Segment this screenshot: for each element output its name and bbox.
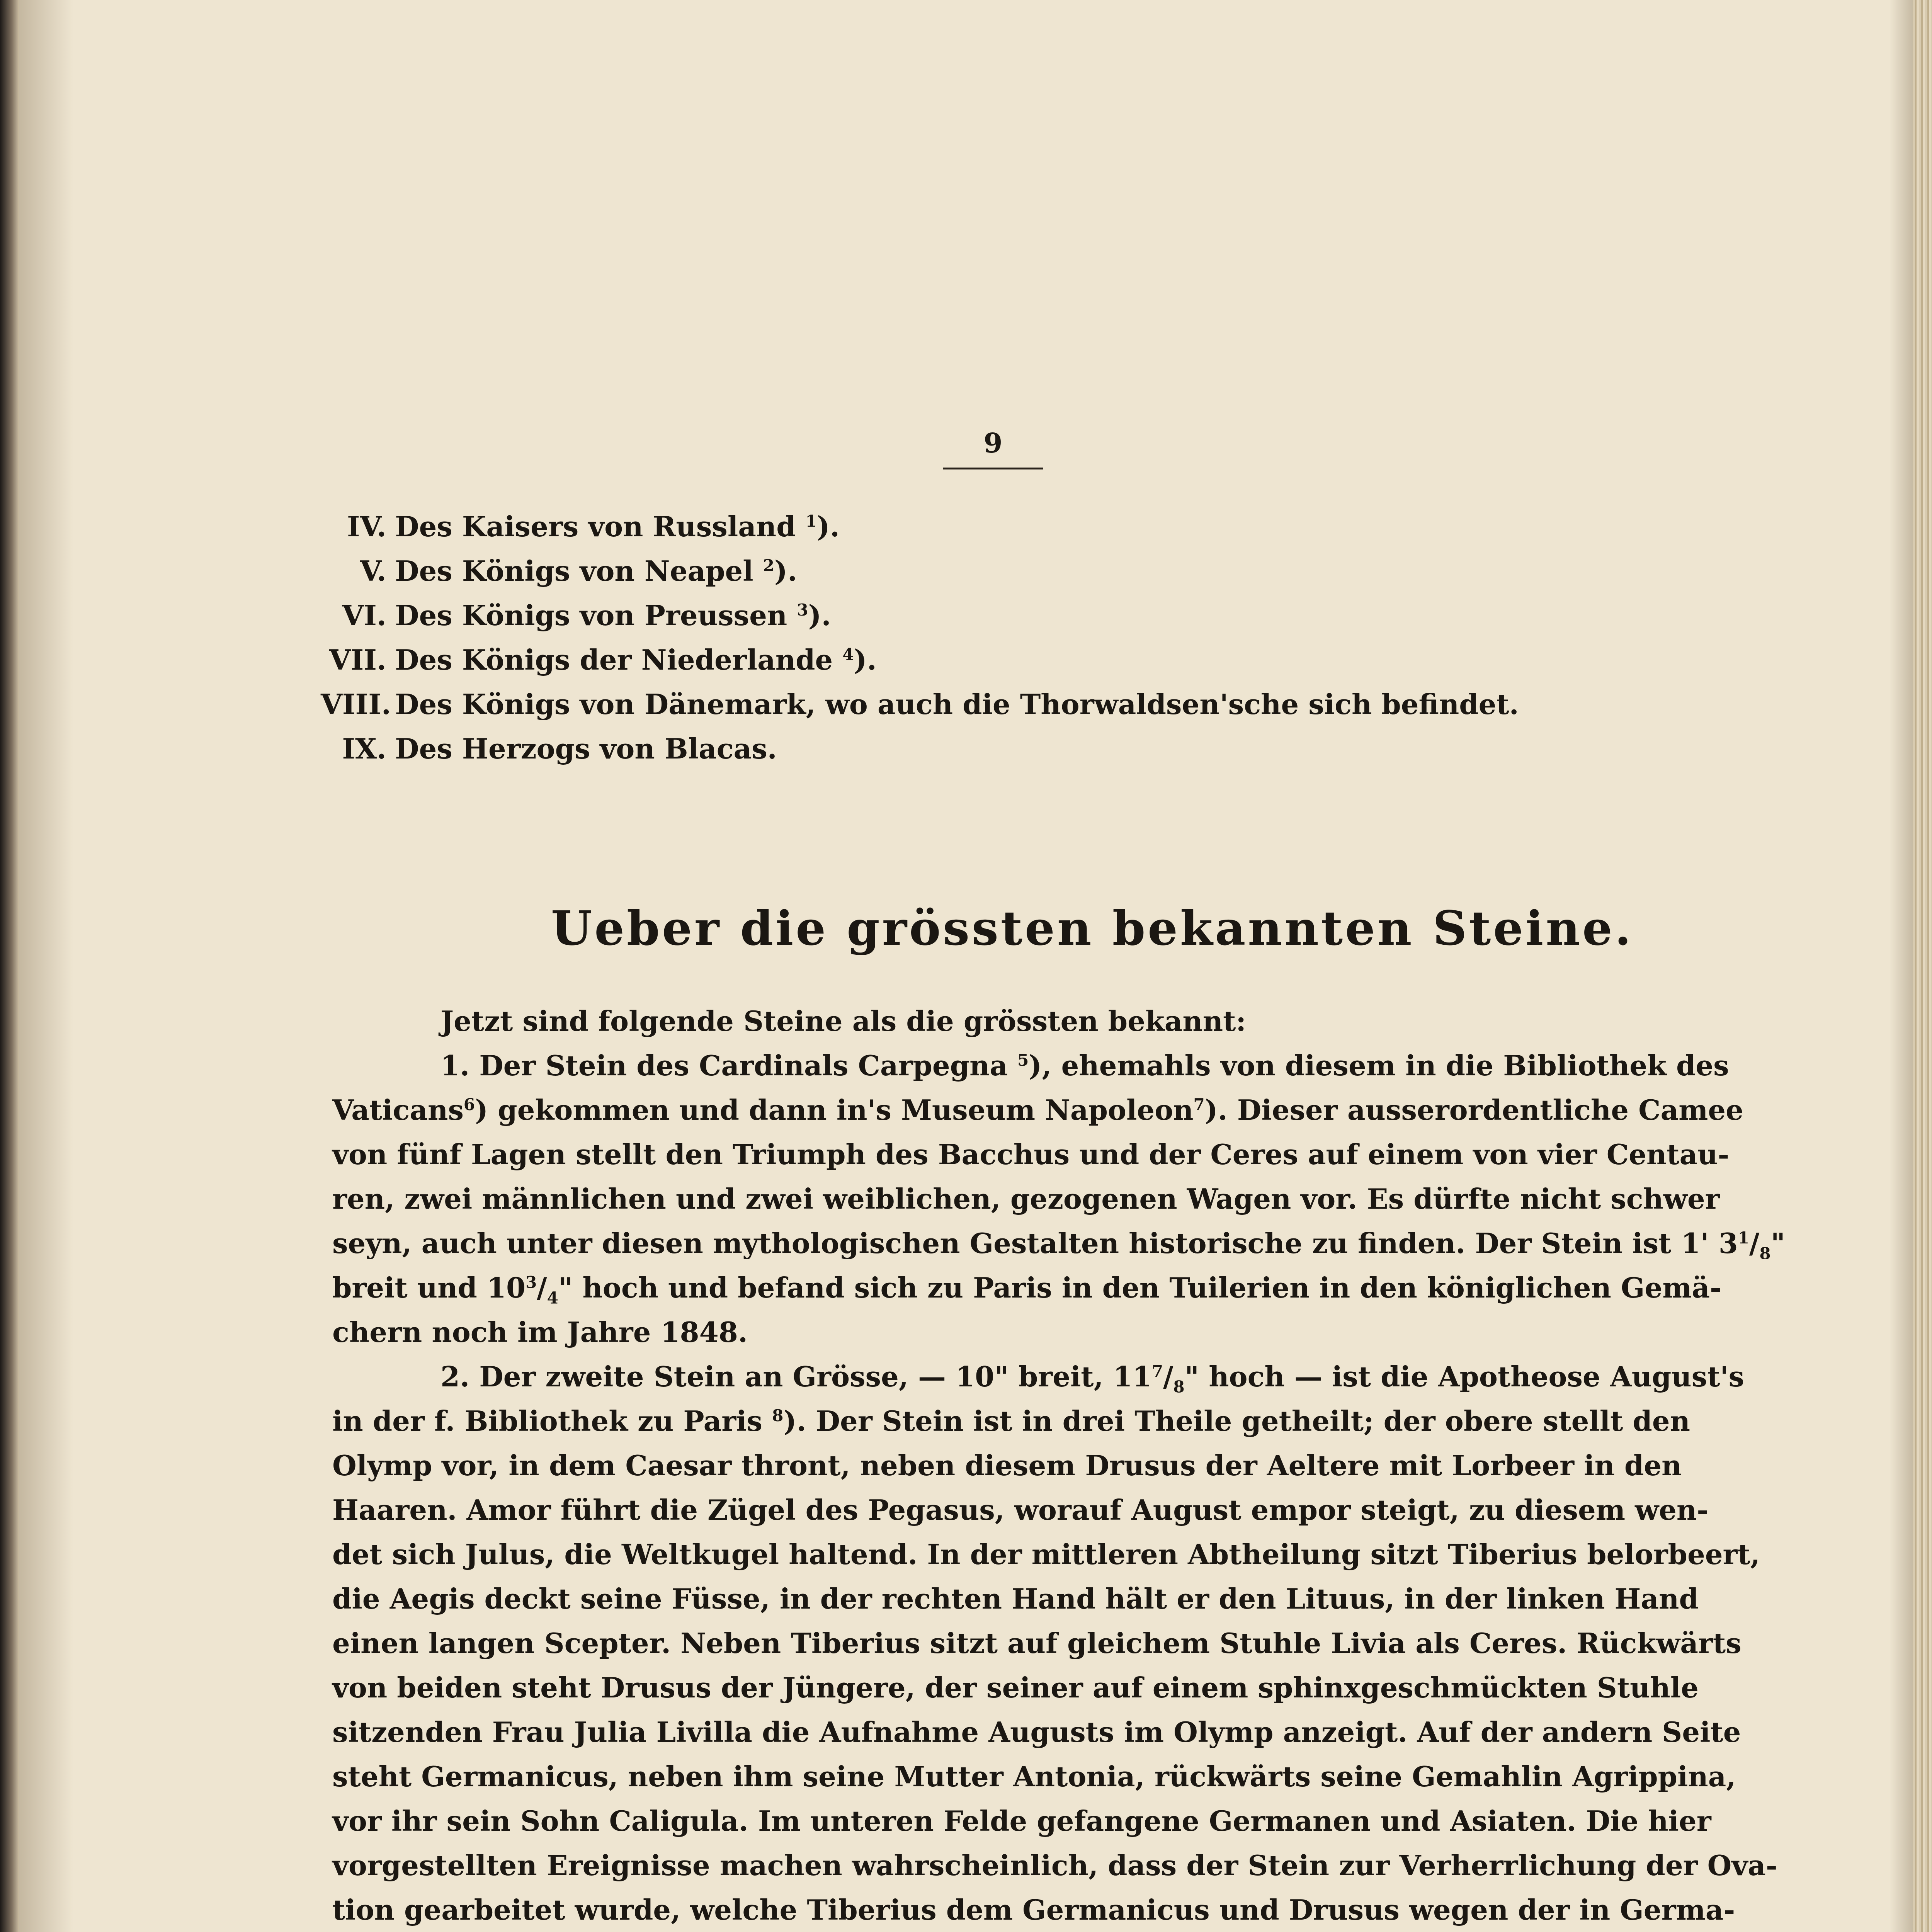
text-line: einen langen Scepter. Neben Tiberius sitzt auf gleichem Stuhle Livia als Ceres. Rückwärts: [332, 1627, 1742, 1660]
text-line: chern noch im Jahre 1848.: [332, 1316, 748, 1349]
text-line: tion gearbeitet wurde, welche Tiberius dem Germanicus und Drusus wegen der in Germa-: [332, 1893, 1735, 1926]
text-line: seyn, auch unter diesen mythologischen Gestalten historische zu finden. Der Stein ist 1' $3^1/_8$": [332, 1227, 1786, 1263]
page-number-rule: [943, 468, 1043, 469]
text-line: die Aegis deckt seine Füsse, in der rechten Hand hält er den Lituus, in der linken Hand: [332, 1582, 1699, 1615]
book-page: [19, 0, 1932, 1932]
list-item: VII. Des Königs der Niederlande $^4$).: [329, 643, 877, 676]
page-stack-edge: [1913, 0, 1932, 1932]
text-line: in der f. Bibliothek zu Paris $^8$). Der Stein ist in drei Theile getheilt; der obere stellt den: [332, 1405, 1690, 1437]
text-line: von fünf Lagen stellt den Triumph des Bacchus und der Ceres auf einem von vier Centau-: [332, 1138, 1730, 1171]
text-line: 2. Der zweite Stein an Grösse, — 10" breit, $11^7/_8$" hoch — ist die Apotheose August's: [440, 1360, 1745, 1396]
text-line: Haaren. Amor führt die Zügel des Pegasus, worauf August empor steigt, zu diesem wen-: [332, 1493, 1709, 1526]
list-item: V. Des Königs von Neapel $^2$).: [360, 554, 798, 587]
text-line: vorgestellten Ereignisse machen wahrscheinlich, dass der Stein zur Verherrlichung der Ova-: [332, 1849, 1777, 1882]
text-line: sitzenden Frau Julia Livilla die Aufnahme Augusts im Olymp anzeigt. Auf der andern Seite: [332, 1716, 1741, 1748]
section-title: Ueber die grössten bekannten Steine.: [551, 900, 1634, 956]
text-line: Jetzt sind folgende Steine als die grössten bekannt:: [440, 1005, 1246, 1037]
text-line: ren, zwei männlichen und zwei weiblichen, gezogenen Wagen vor. Es dürfte nicht schwer: [332, 1182, 1720, 1215]
list-item: IX. Des Herzogs von Blacas.: [342, 732, 777, 765]
text-line: Olymp vor, in dem Caesar thront, neben diesem Drusus der Aeltere mit Lorbeer in den: [332, 1449, 1682, 1482]
text-line: Vaticans$^6$) gekommen und dann in's Museum Napoleon$^7$). Dieser ausserordentliche Camee: [332, 1094, 1743, 1126]
page-number: 9: [983, 427, 1003, 459]
text-line: det sich Julus, die Weltkugel haltend. In der mittleren Abtheilung sitzt Tiberius belorbeert,: [332, 1538, 1760, 1571]
page-shadow-right: [1889, 0, 1913, 1932]
list-item: IV. Des Kaisers von Russland $^1$).: [347, 510, 840, 543]
text-line: breit und $10^3/_4$" hoch und befand sich zu Paris in den Tuilerien in den königlichen Gemä-: [332, 1271, 1721, 1308]
list-item: VIII. Des Königs von Dänemark, wo auch die Thorwaldsen'sche sich befindet.: [321, 688, 1519, 721]
text-line: von beiden steht Drusus der Jüngere, der seiner auf einem sphinxgeschmückten Stuhle: [332, 1671, 1699, 1704]
text-line: 1. Der Stein des Cardinals Carpegna $^5$), ehemahls von diesem in die Bibliothek des: [440, 1049, 1729, 1082]
page-shadow-left: [19, 0, 73, 1932]
book-gutter: [0, 0, 19, 1932]
list-item: VI. Des Königs von Preussen $^3$).: [342, 599, 831, 632]
text-line: vor ihr sein Sohn Caligula. Im unteren Felde gefangene Germanen und Asiaten. Die hier: [332, 1804, 1711, 1837]
text-line: steht Germanicus, neben ihm seine Mutter Antonia, rückwärts seine Gemahlin Agrippina,: [332, 1760, 1736, 1793]
